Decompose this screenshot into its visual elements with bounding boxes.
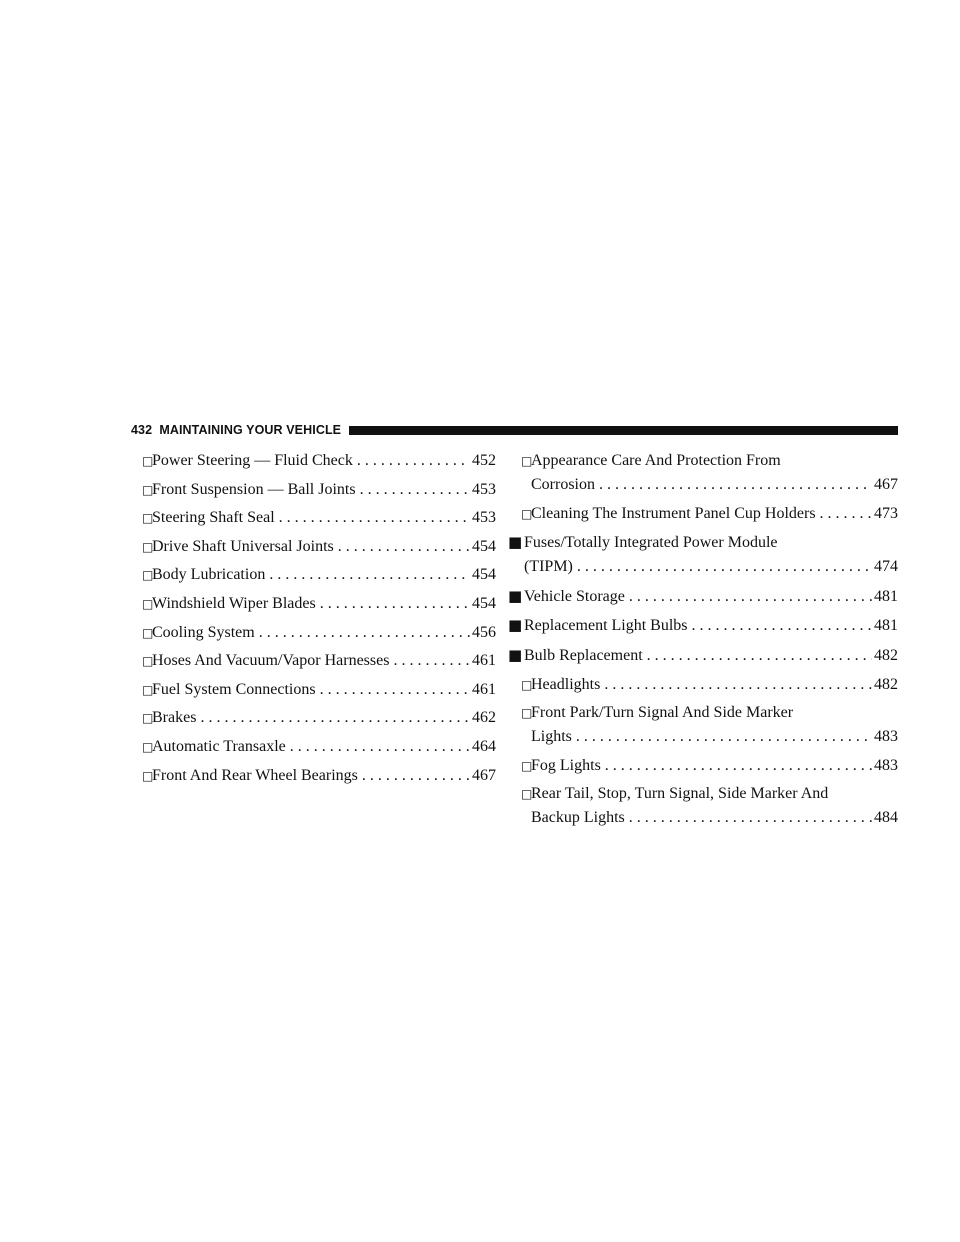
checkbox-bullet-icon: □ xyxy=(521,677,533,692)
toc-entry[interactable] xyxy=(521,782,898,830)
toc-entry[interactable] xyxy=(142,592,496,616)
toc-entry[interactable] xyxy=(142,678,496,702)
checkbox-bullet-icon: □ xyxy=(142,568,154,583)
toc-entry-page: 454 xyxy=(472,537,496,555)
toc-entry-label: Drive Shaft Universal Joints xyxy=(152,537,334,555)
toc-entry-label-line1: Appearance Care And Protection From xyxy=(531,452,781,469)
leader-dots xyxy=(647,644,872,668)
checkbox-bullet-icon: □ xyxy=(142,539,154,554)
checkbox-bullet-icon: □ xyxy=(521,454,533,468)
toc-entry-page: 482 xyxy=(874,646,898,664)
leader-dots xyxy=(577,555,872,579)
toc-entry-page: 482 xyxy=(874,675,898,693)
toc-entry-label: Bulb Replacement xyxy=(524,646,643,664)
toc-entry-label: Hoses And Vacuum/Vapor Harnesses xyxy=(152,652,390,670)
toc-entry-label: Front Suspension — Ball Joints xyxy=(152,480,356,498)
leader-dots xyxy=(320,678,470,702)
toc-entry[interactable] xyxy=(142,649,496,673)
toc-left-column xyxy=(142,449,496,792)
toc-entry-page: 461 xyxy=(472,680,496,698)
checkbox-bullet-icon: □ xyxy=(142,682,154,697)
leader-dots xyxy=(629,806,872,830)
leader-dots xyxy=(200,706,470,730)
toc-entry-label: Cooling System xyxy=(152,623,255,641)
toc-entry-label: Corrosion xyxy=(531,476,595,493)
toc-entry-page: 453 xyxy=(472,480,496,498)
leader-dots xyxy=(362,764,470,788)
toc-entry[interactable] xyxy=(142,449,496,473)
checkbox-bullet-icon: □ xyxy=(142,739,154,754)
page-number: 432 xyxy=(131,423,153,437)
toc-entry[interactable] xyxy=(521,502,898,526)
toc-entry-label-line1: Rear Tail, Stop, Turn Signal, Side Marker And xyxy=(531,785,829,803)
leader-dots xyxy=(576,725,872,749)
checkbox-bullet-icon: □ xyxy=(521,758,533,773)
toc-entry-label: Windshield Wiper Blades xyxy=(152,594,316,612)
toc-entry-page: 473 xyxy=(874,504,898,522)
toc-entry[interactable] xyxy=(521,673,898,697)
checkbox-bullet-icon: □ xyxy=(521,787,533,802)
toc-entry-page: 454 xyxy=(472,594,496,612)
square-bullet-icon: ■ xyxy=(508,533,523,552)
toc-entry-label: Front And Rear Wheel Bearings xyxy=(152,766,358,784)
toc-entry-label: Power Steering — Fluid Check xyxy=(152,452,353,469)
leader-dots xyxy=(320,592,470,616)
toc-entry-page: 474 xyxy=(874,558,898,576)
square-bullet-icon: ■ xyxy=(508,616,523,635)
toc-entry-label: Lights xyxy=(531,728,572,746)
leader-dots xyxy=(357,449,470,473)
leader-dots xyxy=(605,754,872,778)
leader-dots xyxy=(629,585,872,609)
toc-entry-page: 453 xyxy=(472,509,496,527)
toc-entry-page: 464 xyxy=(472,737,496,755)
square-bullet-icon: ■ xyxy=(508,645,523,664)
toc-entry-page: 452 xyxy=(472,452,496,469)
toc-entry-page: 483 xyxy=(874,756,898,774)
leader-dots xyxy=(259,621,470,645)
checkbox-bullet-icon: □ xyxy=(521,506,533,521)
toc-entry-page: 484 xyxy=(874,809,898,827)
checkbox-bullet-icon: □ xyxy=(142,596,154,611)
section-title: MAINTAINING YOUR VEHICLE xyxy=(159,423,342,437)
toc-entry-label: Cleaning The Instrument Panel Cup Holders xyxy=(531,504,816,522)
toc-entry[interactable] xyxy=(142,764,496,788)
square-bullet-icon: ■ xyxy=(508,586,523,605)
toc-right-column xyxy=(508,449,898,835)
page-header xyxy=(131,421,898,439)
toc-entry[interactable] xyxy=(142,535,496,559)
toc-entry[interactable] xyxy=(142,478,496,502)
toc-entry-label: Backup Lights xyxy=(531,809,625,827)
toc-entry-label: Steering Shaft Seal xyxy=(152,509,275,527)
toc-entry[interactable] xyxy=(142,506,496,530)
toc-entry-page: 467 xyxy=(874,476,898,493)
toc-entry[interactable] xyxy=(521,701,898,749)
toc-section-entry[interactable] xyxy=(508,643,898,668)
toc-entry-label-line1: Front Park/Turn Signal And Side Marker xyxy=(531,704,794,722)
checkbox-bullet-icon: □ xyxy=(142,482,154,497)
toc-section-entry[interactable] xyxy=(508,584,898,609)
toc-entry[interactable] xyxy=(142,706,496,730)
checkbox-bullet-icon: □ xyxy=(142,711,154,726)
toc-entry-page: 481 xyxy=(874,587,898,605)
toc-entry-label: Automatic Transaxle xyxy=(152,737,286,755)
toc-section-entry[interactable] xyxy=(508,613,898,638)
toc-entry-page: 454 xyxy=(472,566,496,584)
toc-entry-label: Body Lubrication xyxy=(152,566,266,584)
leader-dots xyxy=(269,563,470,587)
leader-dots xyxy=(338,535,470,559)
toc-entry-page: 483 xyxy=(874,728,898,746)
toc-entry[interactable] xyxy=(142,735,496,759)
leader-dots xyxy=(692,614,872,638)
leader-dots xyxy=(360,478,470,502)
leader-dots xyxy=(604,673,872,697)
page-header-text xyxy=(131,423,341,437)
toc-entry-page: 461 xyxy=(472,652,496,670)
leader-dots xyxy=(820,502,872,526)
leader-dots xyxy=(393,649,470,673)
toc-entry[interactable] xyxy=(142,621,496,645)
checkbox-bullet-icon: □ xyxy=(521,706,533,721)
toc-entry-page: 462 xyxy=(472,709,496,727)
toc-entry[interactable] xyxy=(521,754,898,778)
checkbox-bullet-icon: □ xyxy=(142,454,154,468)
checkbox-bullet-icon: □ xyxy=(142,768,154,783)
toc-entry-page: 467 xyxy=(472,766,496,784)
toc-entry-label: Fog Lights xyxy=(531,756,601,774)
toc-entry-label: Brakes xyxy=(152,709,197,727)
toc-entry-page: 481 xyxy=(874,617,898,635)
toc-entry-label: Headlights xyxy=(531,675,601,693)
leader-dots xyxy=(279,506,470,530)
leader-dots xyxy=(599,473,872,497)
toc-entry-label-line1: Fuses/Totally Integrated Power Module xyxy=(524,534,778,552)
toc-entry[interactable] xyxy=(142,563,496,587)
leader-dots xyxy=(290,735,470,759)
toc-section-entry[interactable] xyxy=(508,530,898,579)
checkbox-bullet-icon: □ xyxy=(142,511,154,526)
toc-entry-page: 456 xyxy=(472,623,496,641)
toc-entry-label: (TIPM) xyxy=(524,558,573,576)
checkbox-bullet-icon: □ xyxy=(142,625,154,640)
toc-entry-label: Fuel System Connections xyxy=(152,680,316,698)
toc-entry[interactable] xyxy=(521,449,898,497)
header-rule xyxy=(349,426,898,435)
toc-entry-label: Vehicle Storage xyxy=(524,587,625,605)
checkbox-bullet-icon: □ xyxy=(142,654,154,669)
toc-entry-label: Replacement Light Bulbs xyxy=(524,617,688,635)
